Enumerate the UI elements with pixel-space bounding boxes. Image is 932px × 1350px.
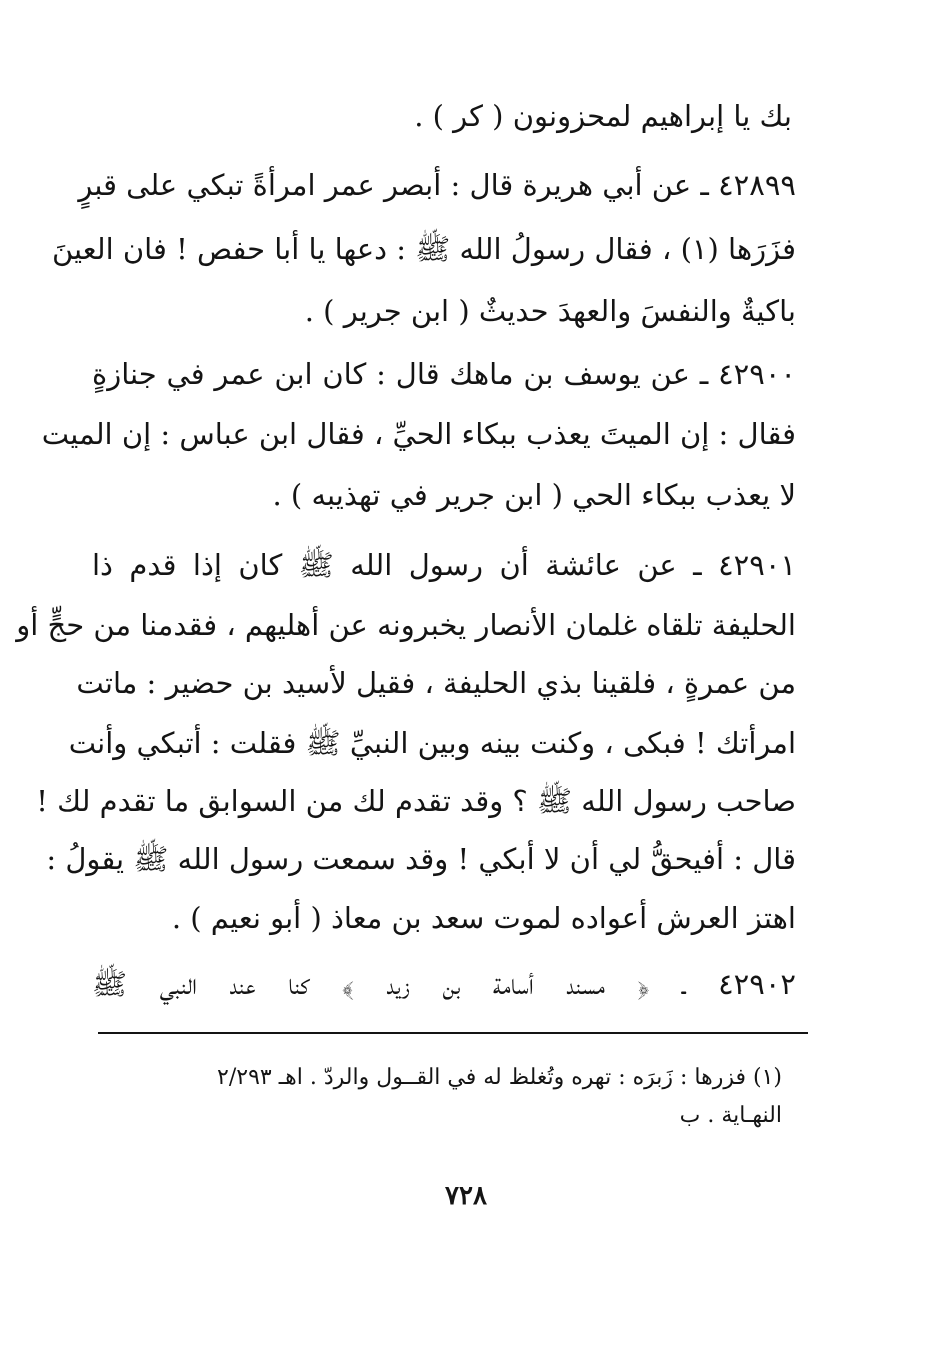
hadith-42901-line-2: الحليفة تلقاه غلمان الأنصار يخبرونه عن أهليهم ، فقدمنا من حجٍّ أو — [16, 608, 796, 642]
hadith-42901-line-6: قال : أفيحقُّ لي أن لا أبكي ! وقد سمعت رسول الله ﷺ يقولُ : — [46, 842, 796, 876]
hadith-42901-line-7: اهتز العرش أعواده لموت سعد بن معاذ ( أبو نعيم ) . — [171, 901, 796, 935]
hadith-42899-line-2: فزَرَها (١) ، فقال رسولُ الله ﷺ : دعها يا أبا حفص ! فان العينَ — [51, 232, 796, 266]
hadith-42900-line-2: فقال : إن الميتَ يعذب ببكاء الحيِّ ، فقال ابن عباس : إن الميت — [41, 417, 796, 451]
hadith-42901-line-5: صاحب رسول الله ﷺ ؟ وقد تقدم لك من السوابق ما تقدم لك ! — [36, 784, 796, 818]
footnote-line-1: (١) فزرها : زَبرَه : تهره وتُغلظ له في القــول والردّ . اهـ ٢/٢٩٣ — [217, 1065, 782, 1090]
hadith-42899-line-3: باكيةٌ والنفسَ والعهدَ حديثٌ ( ابن جرير ) . — [304, 294, 796, 328]
hadith-42901-line-1: ٤٢٩٠١ ـ عن عائشة أن رسول الله ﷺ كان إذا قدم ذا — [92, 548, 796, 582]
hadith-42901-line-4: امرأتك ! فبكى ، وكنت بينه وبين النبيِّ ﷺ فقلت : أتبكي وأنت — [68, 726, 796, 760]
footnote-line-2: النهـاية . ب — [679, 1103, 782, 1128]
hadith-42901-line-3: من عمرةٍ ، فلقينا بذي الحليفة ، فقيل لأسيد بن حضير : ماتت — [76, 666, 796, 700]
hadith-42900-line-3: لا يعذب ببكاء الحي ( ابن جرير في تهذيبه ) . — [272, 478, 796, 512]
footnote-divider — [98, 1032, 808, 1034]
hadith-42900-line-1: ٤٢٩٠٠ ـ عن يوسف بن ماهك قال : كان ابن عمر في جنازةٍ — [92, 357, 796, 391]
hadith-42902-line-1: ٤٢٩٠٢ ـ ﴿ مسند أسامة بن زيد ﴾ كنا عند النبي ﷺ — [92, 967, 796, 1001]
page-number: ٧٢٨ — [445, 1181, 487, 1211]
text-line-1: بك يا إبراهيم لمحزونون ( كر ) . — [414, 99, 792, 133]
hadith-42899-line-1: ٤٢٨٩٩ ـ عن أبي هريرة قال : أبصر عمر امرأةً تبكي على قبرٍ — [78, 168, 796, 202]
